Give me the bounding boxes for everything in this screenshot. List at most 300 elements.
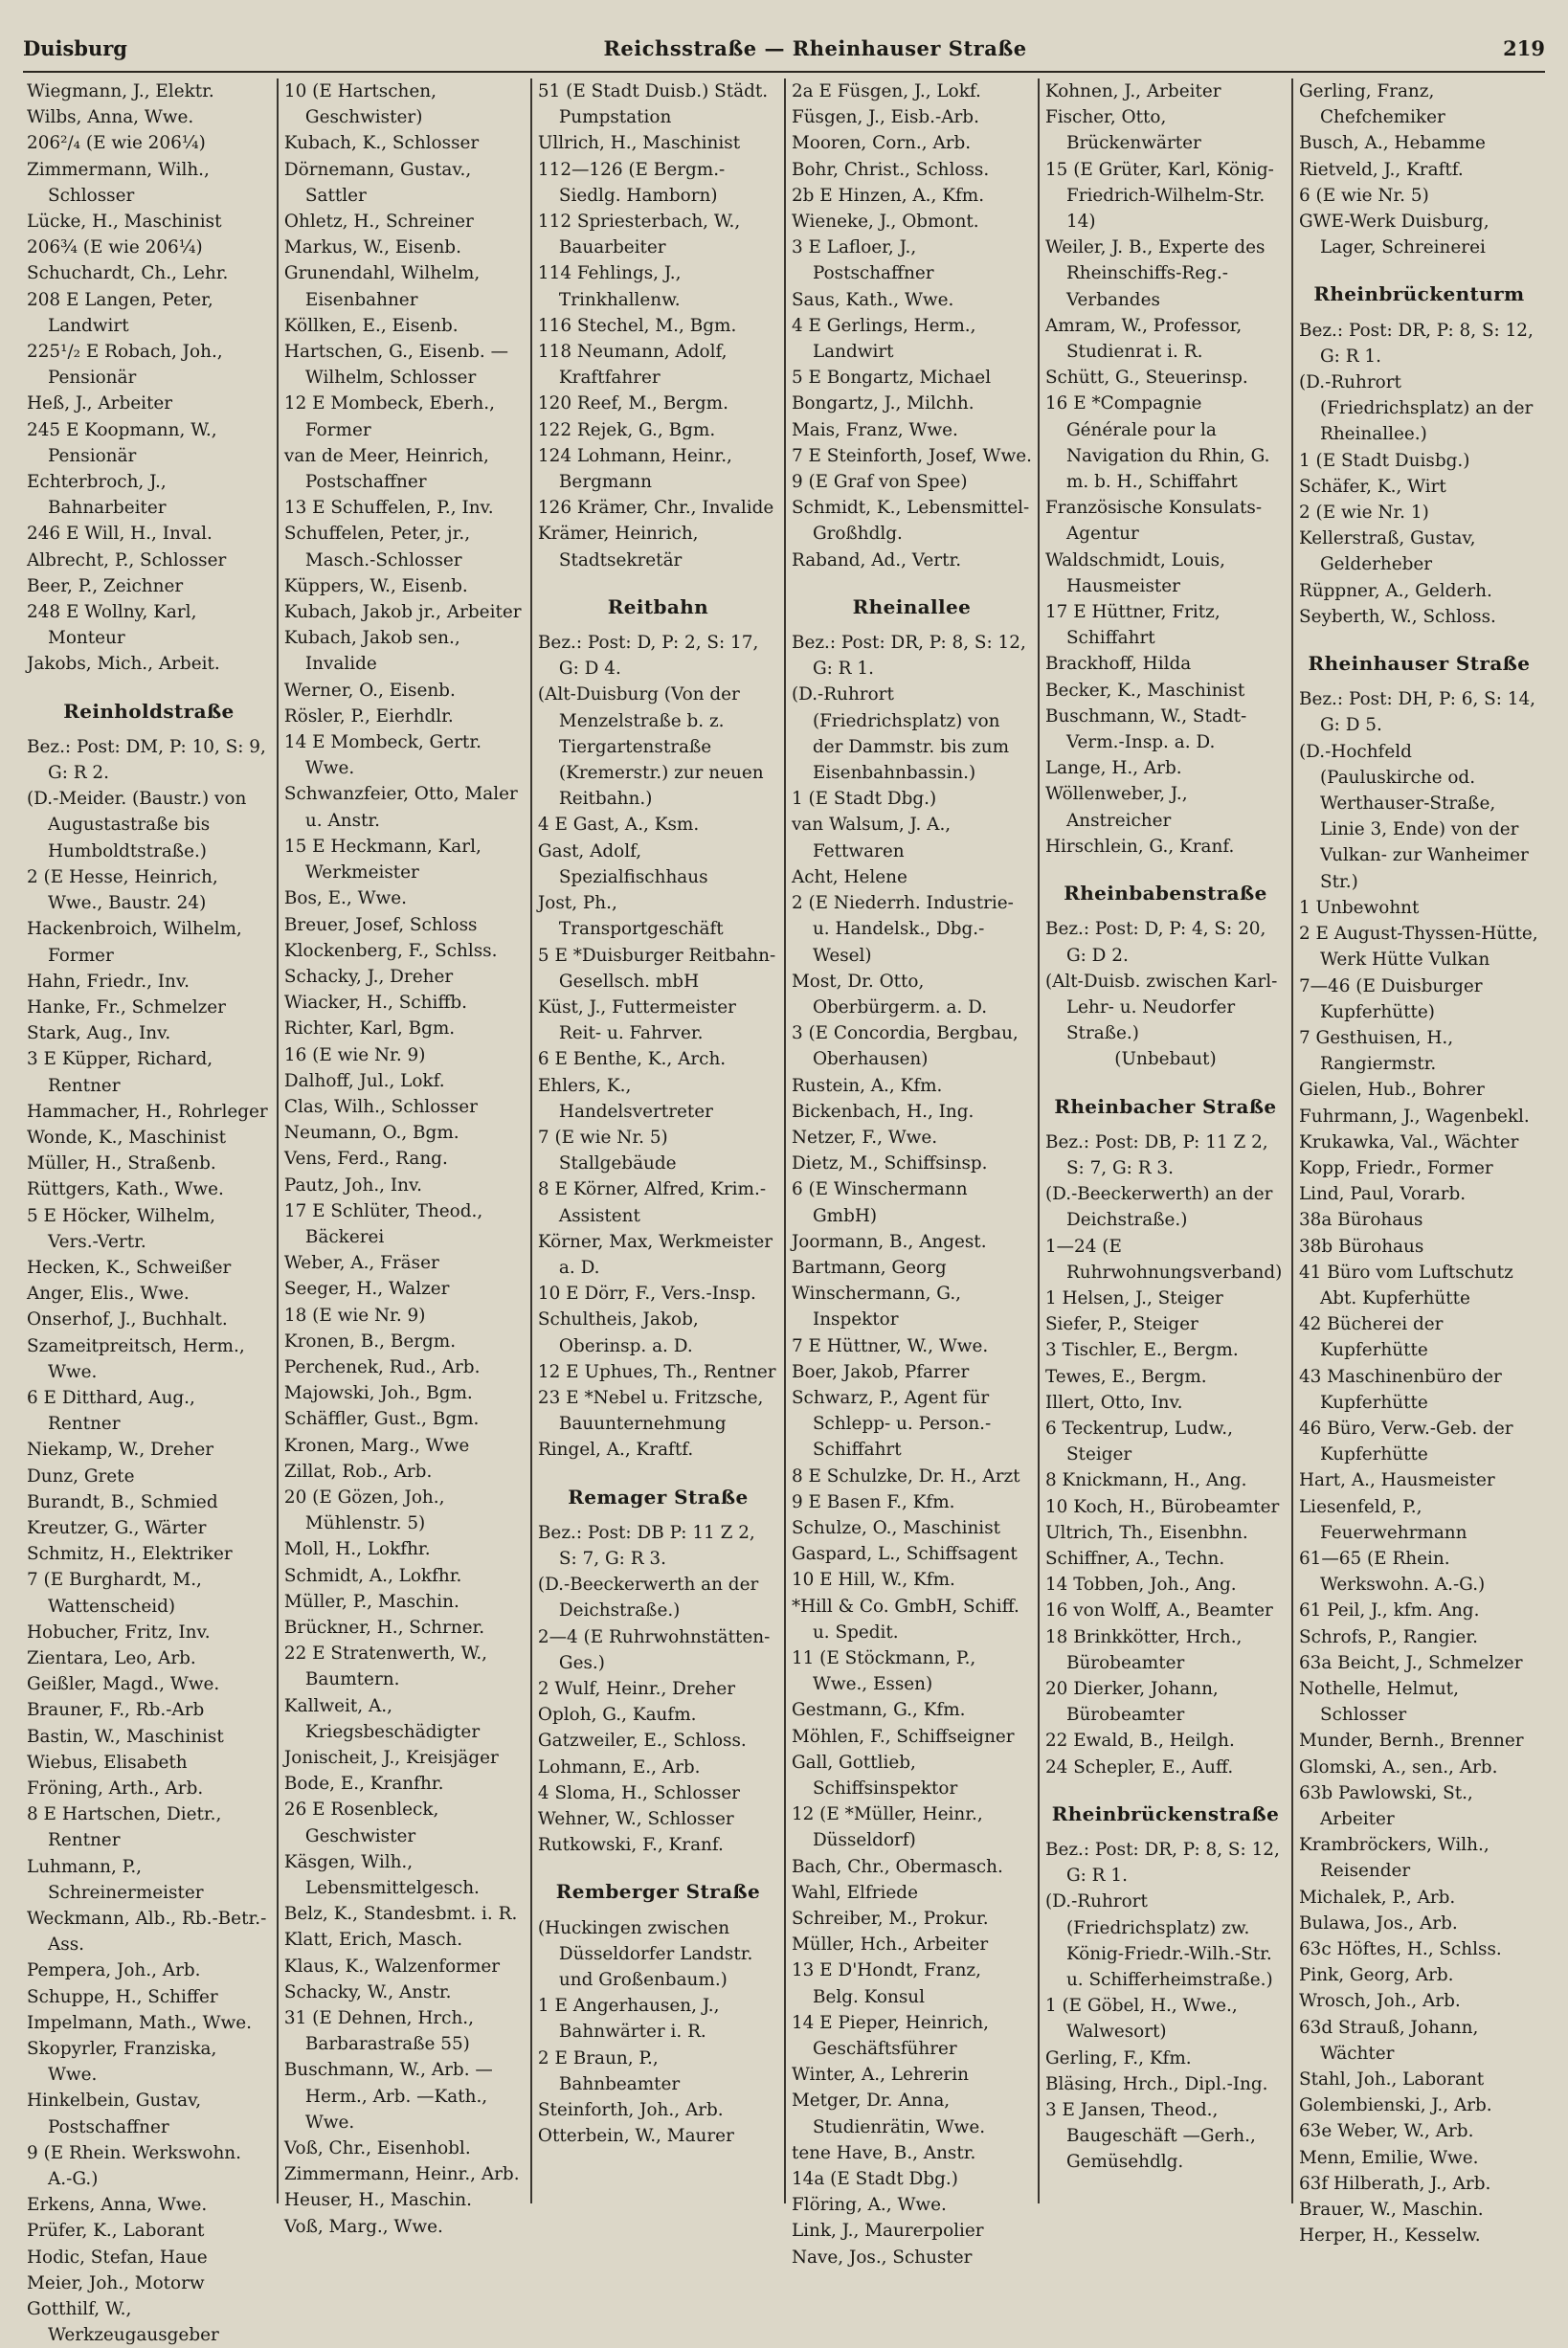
directory-entry: Klaus, K., Walzenformer <box>283 1956 501 1977</box>
directory-entry: 63e Weber, W., Arb. <box>1298 2121 1474 2142</box>
directory-entry: Nave, Jos., Schuster <box>791 2247 973 2268</box>
directory-entry: Französische Konsulats-Agentur <box>1044 498 1263 545</box>
directory-entry: Onserhof, J., Buchhalt. <box>27 1309 228 1331</box>
directory-entry: Bongartz, J., Milchh. <box>791 393 974 414</box>
street-heading: Rheinbabenstraße <box>1064 882 1267 906</box>
directory-entry: Hackenbroich, Wilhelm, Former <box>27 919 242 966</box>
column-5 <box>1038 78 1291 2203</box>
directory-entry: Clas, Wilh., Schlosser <box>283 1096 478 1117</box>
directory-entry: Kreutzer, G., Wärter <box>27 1517 207 1538</box>
directory-entry: 4 Sloma, H., Schlosser <box>537 1782 740 1803</box>
directory-entry: 38a Bürohaus <box>1298 1210 1423 1231</box>
directory-entry: (D.-Ruhrort (Friedrichsplatz) von der Dammstr. bis zum Eisenbahnbassin.) <box>791 684 1010 784</box>
directory-entry: 6 (E wie Nr. 5) <box>1298 185 1429 206</box>
directory-entry: Busch, A., Hebamme <box>1298 133 1486 154</box>
directory-entry: Tewes, E., Bergm. <box>1044 1366 1207 1387</box>
directory-entry: 7 E Hüttner, W., Wwe. <box>791 1335 989 1356</box>
column-6 <box>1291 78 1545 2247</box>
directory-entry: 2—4 (E Ruhrwohnstätten-Ges.) <box>537 1626 771 1673</box>
directory-entry: 206²/₄ (E wie 206¼) <box>27 133 206 154</box>
directory-entry: 4 E Gerlings, Herm., Landwirt <box>791 315 976 363</box>
street-heading: Rheinallee <box>852 594 972 618</box>
directory-entry: Schuchardt, Ch., Lehr. <box>27 263 229 284</box>
directory-entry: 5 E Bongartz, Michael <box>791 368 992 389</box>
directory-entry: Echterbroch, J., Bahnarbeiter <box>27 472 167 519</box>
directory-entry: Ultrich, Th., Eisenbhn. <box>1044 1522 1248 1543</box>
directory-entry: 124 Lohmann, Heinr., Bergmann <box>537 445 732 493</box>
directory-entry: 16 von Wolff, A., Beamter <box>1044 1600 1273 1621</box>
directory-entry: Impelmann, Math., Wwe. <box>27 2012 252 2033</box>
directory-entry: 6 (E Winschermann GmbH) <box>791 1179 968 1226</box>
directory-entry: Winter, A., Lehrerin <box>791 2065 969 2086</box>
directory-entry: Illert, Otto, Inv. <box>1044 1392 1183 1413</box>
directory-entry: 3 (E Concordia, Bergbau, Oberhausen) <box>791 1023 1019 1070</box>
directory-entry: 208 E Langen, Peter, Landwirt <box>27 289 213 336</box>
directory-entry: Burandt, B., Schmied <box>27 1491 218 1512</box>
directory-entry: Kallweit, A., Kriegsbeschädigter <box>283 1695 481 1742</box>
directory-entry: 5 E *Duisburger Reitbahn-Gesellsch. mbH <box>537 945 776 992</box>
directory-entry: Schultheis, Jakob, Oberinsp. a. D. <box>537 1309 699 1356</box>
directory-entry: 1 (E Stadt Dbg.) <box>791 789 937 810</box>
directory-entry: Schacky, J., Dreher <box>283 966 454 987</box>
directory-entry: Buschmann, W., Arb. —Herm., Arb. —Kath., Wwe. <box>283 2060 493 2133</box>
directory-entry: Dietz, M., Schiffsinsp. <box>791 1153 988 1174</box>
directory-entry: 1 (E Göbel, H., Wwe., Walwesort) <box>1044 1996 1238 2043</box>
directory-entry: Zillat, Rob., Arb. <box>283 1461 433 1482</box>
directory-entry: Nothelle, Helmut, Schlosser <box>1298 1678 1459 1726</box>
directory-entry: 1 Helsen, J., Steiger <box>1044 1287 1223 1308</box>
directory-entry: 118 Neumann, Adolf, Kraftfahrer <box>537 342 728 389</box>
directory-entry: Hartschen, G., Eisenb. —Wilhelm, Schlosser <box>283 342 508 389</box>
directory-entry: 2 E Braun, P., Bahnbeamter <box>537 2047 681 2094</box>
directory-entry: Stark, Aug., Inv. <box>27 1023 171 1044</box>
directory-entry: Rietveld, J., Kraftf. <box>1298 159 1464 180</box>
directory-entry: 112 Spriesterbach, W., Bauarbeiter <box>537 212 741 258</box>
directory-entry: 15 E Heckmann, Karl, Werkmeister <box>283 836 482 883</box>
directory-entry: 46 Büro, Verw.-Geb. der Kupferhütte <box>1298 1418 1513 1465</box>
directory-entry: 11 (E Stöckmann, P., Wwe., Essen) <box>791 1647 976 1695</box>
directory-entry: Müller, P., Maschin. <box>283 1591 459 1612</box>
directory-entry: Schuppe, H., Schiffer <box>27 1986 218 2007</box>
directory-entry: Brauner, F., Rb.-Arb <box>27 1700 205 1721</box>
directory-entry: 63c Höftes, H., Schlss. <box>1298 1939 1502 1960</box>
directory-entry: Hart, A., Hausmeister <box>1298 1470 1495 1491</box>
directory-entry: 2a E Füsgen, J., Lokf. <box>791 81 981 101</box>
directory-entry: 18 (E wie Nr. 9) <box>283 1305 426 1326</box>
directory-entry: 12 (E *Müller, Heinr., Düsseldorf) <box>791 1804 983 1851</box>
directory-entry: Lohmann, E., Arb. <box>537 1756 701 1778</box>
directory-entry: 16 E *Compagnie Générale pour la Navigation du Rhin, G. m. b. H., Schiffahrt <box>1044 393 1270 493</box>
directory-entry: Dörnemann, Gustav., Sattler <box>283 159 472 206</box>
directory-entry: Bez.: Post: DH, P: 6, S: 14, G: D 5. <box>1298 689 1536 736</box>
directory-entry: Skopyrler, Franziska, Wwe. <box>27 2039 217 2086</box>
directory-entry: 206¾ (E wie 206¼) <box>27 237 203 258</box>
directory-entry: Bickenbach, H., Ing. <box>791 1101 974 1122</box>
directory-entry: Ehlers, K., Handelsvertreter <box>537 1075 713 1122</box>
directory-entry: Brackhoff, Hilda <box>1044 654 1192 675</box>
directory-entry: 7 E Steinforth, Josef, Wwe. <box>791 445 1032 466</box>
directory-entry: 7 (E Burghardt, M., Wattenscheid) <box>27 1570 202 1617</box>
directory-entry: 9 E Basen F., Kfm. <box>791 1491 955 1512</box>
directory-entry: Erkens, Anna, Wwe. <box>27 2195 208 2216</box>
directory-entry: Küppers, W., Eisenb. <box>283 575 468 596</box>
directory-entry: Moll, H., Lokfhr. <box>283 1539 431 1560</box>
directory-entry: Schiffner, A., Techn. <box>1044 1548 1225 1569</box>
directory-entry: Neumann, O., Bgm. <box>283 1123 459 1144</box>
directory-entry: Rutkowski, F., Kranf. <box>537 1835 724 1856</box>
directory-entry: Herper, H., Kesselw. <box>1298 2225 1481 2247</box>
directory-entry: Siefer, P., Steiger <box>1044 1314 1198 1335</box>
directory-entry: Otterbein, W., Maurer <box>537 2126 734 2147</box>
directory-entry: Fischer, Otto, Brückenwärter <box>1044 107 1201 154</box>
directory-entry: 10 (E Hartschen, Geschwister) <box>283 81 437 128</box>
directory-entry: Schäfer, K., Wirt <box>1298 476 1446 497</box>
directory-entry: 41 Büro vom Luftschutz Abt. Kupferhütte <box>1298 1262 1513 1308</box>
directory-entry: Bach, Chr., Obermasch. <box>791 1856 1003 1877</box>
directory-entry: *Hill & Co. GmbH, Schiff. u. Spedit. <box>791 1596 1019 1643</box>
directory-entry: 13 E Schuffelen, P., Inv. <box>283 498 494 519</box>
directory-entry: Amram, W., Professor, Studienrat i. R. <box>1044 315 1243 363</box>
directory-entry: Ullrich, H., Maschinist <box>537 133 741 154</box>
directory-entry: 7 (E wie Nr. 5) Stallgebäude <box>537 1127 677 1174</box>
directory-entry: 1—24 (E Ruhrwohnungsverband) <box>1044 1236 1283 1283</box>
directory-entry: Anger, Elis., Wwe. <box>27 1284 190 1305</box>
directory-entry: 10 Koch, H., Bürobeamter <box>1044 1496 1280 1517</box>
directory-entry: Prüfer, K., Laborant <box>27 2221 205 2242</box>
directory-entry: Gatzweiler, E., Schloss. <box>537 1731 747 1752</box>
directory-entry: 7—46 (E Duisburger Kupferhütte) <box>1298 975 1483 1022</box>
directory-entry: Szameitpreitsch, Herm., Wwe. <box>27 1335 245 1382</box>
directory-entry: (D.-Meider. (Baustr.) von Augustastraße bis Humboldtstraße.) <box>27 789 247 861</box>
street-heading: Reinholdstraße <box>63 699 235 723</box>
directory-entry: Glomski, A., sen., Arb. <box>1298 1756 1498 1778</box>
directory-entry: 2 (E Niederrh. Industrie- u. Handelsk., Dbg.-Wesel) <box>791 893 1014 966</box>
directory-entry: Hirschlein, G., Kranf. <box>1044 836 1235 857</box>
directory-entry: 248 E Wollny, Karl, Monteur <box>27 602 197 649</box>
directory-entry: Brauer, W., Maschin. <box>1298 2200 1484 2221</box>
directory-entry: Bastin, W., Maschinist <box>27 1726 224 1747</box>
directory-entry: Schwarz, P., Agent für Schlepp- u. Person.-Schiffahrt <box>791 1387 992 1461</box>
directory-entry: 6 Teckentrup, Ludw., Steiger <box>1044 1418 1233 1465</box>
directory-entry: 2 (E wie Nr. 1) <box>1298 503 1429 524</box>
directory-entry: Kubach, K., Schlosser <box>283 133 480 154</box>
directory-entry: Joormann, B., Angest. <box>791 1231 987 1252</box>
directory-entry: Köllken, E., Eisenb. <box>283 315 459 336</box>
column-1 <box>23 78 277 2346</box>
directory-entry: 4 E Gast, A., Ksm. <box>537 815 700 836</box>
directory-entry: Buschmann, W., Stadt-Verm.-Insp. a. D. <box>1044 705 1247 753</box>
directory-entry: 13 E D'Hondt, Franz, Belg. Konsul <box>791 1960 981 2007</box>
directory-entry: Netzer, F., Wwe. <box>791 1127 938 1148</box>
street-range-title: Reichsstraße — Rheinhauser Straße <box>603 36 1027 60</box>
directory-entry: Saus, Kath., Wwe. <box>791 289 954 310</box>
directory-entry: Krämer, Heinrich, Stadtsekretär <box>537 524 699 570</box>
directory-entry: Rüppner, A., Gelderh. <box>1298 580 1492 601</box>
directory-entry: Wehner, W., Schlosser <box>537 1809 734 1829</box>
directory-entry: Wöllenweber, J., Anstreicher <box>1044 784 1188 831</box>
directory-entry: Bez.: Post: DR, P: 8, S: 12, G: R 1. <box>1044 1840 1280 1887</box>
directory-entry: Rösler, P., Eierhdlr. <box>283 705 454 727</box>
directory-entry: Kohnen, J., Arbeiter <box>1044 81 1221 101</box>
directory-entry: 1 (E Stadt Duisbg.) <box>1298 450 1470 471</box>
directory-entry: Käsgen, Wilh., Lebensmittelgesch. <box>283 1851 480 1899</box>
directory-entry: Bos, E., Wwe. <box>283 888 407 909</box>
directory-entry: Munder, Bernh., Brenner <box>1298 1731 1524 1752</box>
directory-entry: Heuser, H., Maschin. <box>283 2190 472 2211</box>
directory-entry: 20 Dierker, Johann, Bürobeamter <box>1044 1678 1219 1726</box>
street-heading: Reitbahn <box>607 594 709 618</box>
directory-entry: Heß, J., Arbeiter <box>27 393 173 414</box>
directory-entry: 15 (E Grüter, Karl, König-Friedrich-Wilhelm-Str. 14) <box>1044 159 1274 233</box>
directory-entry: 2b E Hinzen, A., Kfm. <box>791 185 985 206</box>
directory-entry: 1 Unbewohnt <box>1298 897 1420 918</box>
directory-entry: Schulze, O., Maschinist <box>791 1517 1001 1538</box>
directory-entry: Gall, Gottlieb, Schiffsinspektor <box>791 1752 958 1799</box>
directory-entry: 8 E Hartschen, Dietr., Rentner <box>27 1804 222 1851</box>
directory-entry: Schacky, W., Anstr. <box>283 1981 452 2002</box>
directory-entry: Pempera, Joh., Arb. <box>27 1960 201 1981</box>
directory-entry: Flöring, A., Wwe. <box>791 2195 947 2216</box>
directory-entry: Jost, Ph., Transportgeschäft <box>537 893 724 940</box>
directory-entry: Wieneke, J., Obmont. <box>791 212 979 233</box>
directory-entry: 61 Peil, J., kfm. Ang. <box>1298 1600 1480 1621</box>
page-number: 219 <box>1503 36 1545 60</box>
directory-entry: 18 Brinkkötter, Hrch., Bürobeamter <box>1044 1626 1243 1673</box>
directory-entry: 12 E Mombeck, Eberh., Former <box>283 393 495 440</box>
directory-entry: Bez.: Post: D, P: 2, S: 17, G: D 4. <box>537 633 759 680</box>
directory-entry: 2 Wulf, Heinr., Dreher <box>537 1678 736 1699</box>
directory-entry: Schrofs, P., Rangier. <box>1298 1626 1478 1647</box>
directory-entry: Link, J., Maurerpolier <box>791 2221 984 2242</box>
directory-entry: (D.-Beeckerwerth) an der Deichstraße.) <box>1044 1184 1273 1231</box>
directory-entry: 246 E Will, H., Inval. <box>27 524 213 545</box>
directory-entry: Wrosch, Joh., Arb. <box>1298 1991 1461 2012</box>
directory-entry: 126 Krämer, Chr., Invalide <box>537 498 774 519</box>
directory-entry: Seeger, H., Walzer <box>283 1279 450 1300</box>
directory-entry: 7 Gesthuisen, H., Rangiermstr. <box>1298 1027 1454 1075</box>
directory-entry: 51 (E Stadt Duisb.) Städt. Pumpstation <box>537 81 769 128</box>
page-header <box>23 36 1545 73</box>
directory-entry: Breuer, Josef, Schloss <box>283 914 478 935</box>
directory-entry: Fuhrmann, J., Wagenbekl. <box>1298 1106 1530 1127</box>
directory-entry: 22 Ewald, B., Heilgh. <box>1044 1731 1235 1752</box>
directory-entry: Kopp, Friedr., Former <box>1298 1157 1493 1178</box>
directory-entry: (D.-Ruhrort (Friedrichsplatz) zw. König-Friedr.-Wilh.-Str. u. Schifferheimstraße.) <box>1044 1891 1273 1991</box>
directory-entry: Menn, Emilie, Wwe. <box>1298 2147 1479 2168</box>
directory-entry: Winschermann, G., Inspektor <box>791 1284 962 1331</box>
directory-entry: Voß, Marg., Wwe. <box>283 2216 443 2237</box>
directory-entry: 17 E Schlüter, Theod., Bäckerei <box>283 1200 483 1247</box>
directory-entry: Gerling, Franz, Chefchemiker <box>1298 81 1445 128</box>
street-heading: Remberger Straße <box>555 1880 761 1904</box>
directory-entry: van Walsum, J. A., Fettwaren <box>791 815 952 861</box>
directory-entry: Jonischeit, J., Kreisjäger <box>283 1748 499 1768</box>
directory-entry: Wiebus, Elisabeth <box>27 1752 188 1773</box>
directory-entry: Raband, Ad., Vertr. <box>791 549 962 570</box>
directory-entry: 22 E Stratenwerth, W., Baumtern. <box>283 1644 488 1690</box>
directory-entry: Markus, W., Eisenb. <box>283 237 461 258</box>
directory-entry: (Alt-Duisburg (Von der Menzelstraße b. z. Tiergartenstraße (Kremerstr.) zur neuen Reitbahn.) <box>537 684 764 810</box>
directory-entry: 17 E Hüttner, Fritz, Schiffahrt <box>1044 602 1221 649</box>
directory-entry: Kronen, Marg., Wwe <box>283 1435 470 1456</box>
directory-entry: Hammacher, H., Rohrleger <box>27 1101 268 1122</box>
directory-entry: (D.-Beeckerwerth an der Deichstraße.) <box>537 1575 759 1621</box>
directory-entry: 16 (E wie Nr. 9) <box>283 1044 426 1065</box>
directory-entry: van de Meer, Heinrich, Postschaffner <box>283 445 489 493</box>
directory-entry: 6 E Ditthard, Aug., Rentner <box>27 1387 195 1435</box>
directory-entry: 8 E Schulzke, Dr. H., Arzt <box>791 1465 1020 1487</box>
directory-entry: Bez.: Post: DR, P: 8, S: 12, G: R 1. <box>791 633 1026 680</box>
directory-entry: Kubach, Jakob sen., Invalide <box>283 628 460 675</box>
directory-entry: Schreiber, M., Prokur. <box>791 1909 989 1930</box>
directory-entry: Geißler, Magd., Wwe. <box>27 1674 220 1695</box>
directory-entry: Bode, E., Kranfhr. <box>283 1774 444 1795</box>
directory-entry: Wiegmann, J., Elektr. <box>27 81 214 101</box>
directory-entry: Bez.: Post: DR, P: 8, S: 12, G: R 1. <box>1298 320 1534 367</box>
directory-entry: Müller, H., Straßenb. <box>27 1153 216 1174</box>
directory-entry: 26 E Rosenbleck, Geschwister <box>283 1800 439 1846</box>
directory-entry: 3 E Küpper, Richard, Rentner <box>27 1049 213 1096</box>
directory-entry: (D.-Hochfeld (Pauluskirche od. Werthauser-Straße, Linie 3, Ende) von der Vulkan- zur Wanheimer Str.) <box>1298 741 1529 892</box>
directory-entry: Grunendahl, Wilhelm, Eisenbahner <box>283 263 481 310</box>
directory-entry: 5 E Höcker, Wilhelm, Vers.-Vertr. <box>27 1205 215 1252</box>
directory-entry: Mais, Franz, Wwe. <box>791 419 958 440</box>
directory-entry: Most, Dr. Otto, Oberbürgerm. a. D. <box>791 971 988 1017</box>
directory-entry: 42 Bücherei der Kupferhütte <box>1298 1314 1444 1361</box>
directory-entry: Müller, Hch., Arbeiter <box>791 1934 989 1956</box>
directory-entry: Liesenfeld, P., Feuerwehrmann <box>1298 1496 1467 1543</box>
directory-entry: Küst, J., Futtermeister Reit- u. Fahrver. <box>537 996 736 1044</box>
directory-entry: Bohr, Christ., Schloss. <box>791 159 990 180</box>
directory-entry: (Huckingen zwischen Düsseldorfer Landstr. und Großenbaum.) <box>537 1917 753 1991</box>
directory-entry: Bulawa, Jos., Arb. <box>1298 1912 1458 1934</box>
directory-entry: (D.-Ruhrort (Friedrichsplatz) an der Rheinallee.) <box>1298 372 1534 445</box>
directory-entry: Acht, Helene <box>791 866 907 887</box>
directory-entry: Wiacker, H., Schiffb. <box>283 993 468 1014</box>
directory-entry: 116 Stechel, M., Bgm. <box>537 315 737 336</box>
directory-entry: Bez.: Post: DM, P: 10, S: 9, G: R 2. <box>27 736 266 784</box>
directory-entry: Niekamp, W., Dreher <box>27 1440 214 1461</box>
directory-entry: Schmidt, A., Lokfhr. <box>283 1565 462 1586</box>
directory-entry: Mooren, Corn., Arb. <box>791 133 972 154</box>
directory-entry: GWE-Werk Duisburg, Lager, Schreinerei <box>1298 212 1490 258</box>
directory-entry: Bez.: Post: DB P: 11 Z 2, S: 7, G: R 3. <box>537 1522 755 1569</box>
directory-entry: Meier, Joh., Motorw <box>27 2272 205 2293</box>
street-heading: Remager Straße <box>568 1485 749 1509</box>
directory-entry: Brückner, H., Schrner. <box>283 1617 485 1638</box>
directory-entry: 2 (E Hesse, Heinrich, Wwe., Baustr. 24) <box>27 866 218 914</box>
directory-entry: 14 E Mombeck, Gertr. Wwe. <box>283 732 482 779</box>
directory-entry: 61—65 (E Rhein. Werkswohn. A.-G.) <box>1298 1548 1486 1596</box>
directory-entry: 122 Rejek, G., Bgm. <box>537 419 716 440</box>
directory-entry: Dalhoff, Jul., Lokf. <box>283 1070 445 1091</box>
directory-entry: Seyberth, W., Schloss. <box>1298 606 1496 627</box>
directory-entry: Vens, Ferd., Rang. <box>283 1149 448 1170</box>
directory-entry: (Alt-Duisb. zwischen Karl-Lehr- u. Neudorfer Straße.) <box>1044 971 1278 1044</box>
directory-entry: Gielen, Hub., Bohrer <box>1298 1080 1485 1101</box>
directory-entry: 245 E Koopmann, W., Pensionär <box>27 419 217 466</box>
directory-entry: 8 Knickmann, H., Ang. <box>1044 1470 1247 1491</box>
directory-entry: Bez.: Post: DB, P: 11 Z 2, S: 7, G: R 3. <box>1044 1131 1268 1178</box>
directory-entry: Bläsing, Hrch., Dipl.-Ing. <box>1044 2073 1268 2094</box>
directory-entry: Ringel, A., Kraftf. <box>537 1440 694 1461</box>
directory-entry: Majowski, Joh., Bgm. <box>283 1383 473 1404</box>
directory-entry: 38b Bürohaus <box>1298 1236 1424 1257</box>
directory-entry: Krambröckers, Wilh., Reisender <box>1298 1835 1490 1882</box>
directory-entry: Schmitz, H., Elektriker <box>27 1544 233 1565</box>
directory-entry: Hecken, K., Schweißer <box>27 1257 232 1278</box>
directory-entry: Lind, Paul, Vorarb. <box>1298 1184 1467 1205</box>
directory-entry: 3 E Jansen, Theod., Baugeschäft —Gerh., Gemüsehdlg. <box>1044 2100 1256 2173</box>
directory-entry: Voß, Chr., Eisenhobl. <box>283 2138 471 2159</box>
directory-entry: Möhlen, F., Schiffseigner <box>791 1726 1015 1747</box>
directory-entry: 24 Schepler, E., Auff. <box>1044 1756 1234 1778</box>
directory-entry: 9 (E Rhein. Werkswohn. A.-G.) <box>27 2142 241 2190</box>
directory-entry: Hanke, Fr., Schmelzer <box>27 996 226 1017</box>
directory-entry: Schuffelen, Peter, jr., Masch.-Schlosser <box>283 524 471 570</box>
directory-entry: Michalek, P., Arb. <box>1298 1887 1456 1908</box>
directory-entry: Kellerstraß, Gustav, Gelderheber <box>1298 528 1476 575</box>
directory-entry: Weckmann, Alb., Rb.-Betr.-Ass. <box>27 1909 267 1956</box>
directory-entry: 23 E *Nebel u. Fritzsche, Bauunternehmung <box>537 1387 764 1435</box>
directory-entry: 1 E Angerhausen, J., Bahnwärter i. R. <box>537 1996 720 2043</box>
directory-entry: tene Have, B., Anstr. <box>791 2142 976 2163</box>
street-note: (Unbebaut) <box>1114 1049 1217 1070</box>
directory-entry: Klatt, Erich, Masch. <box>283 1930 463 1951</box>
directory-entry: Fröning, Arth., Arb. <box>27 1778 204 1799</box>
street-heading: Rheinhauser Straße <box>1308 652 1531 676</box>
directory-entry: Gerling, F., Kfm. <box>1044 2047 1192 2068</box>
directory-entry: Luhmann, P., Schreinermeister <box>27 1856 204 1903</box>
directory-entry: Schütt, G., Steuerinsp. <box>1044 368 1248 389</box>
directory-entry: Körner, Max, Werkmeister a. D. <box>537 1231 773 1278</box>
directory-entry: Dunz, Grete <box>27 1465 135 1487</box>
directory-entry: Jakobs, Mich., Arbeit. <box>27 654 220 675</box>
directory-entry: Weiler, J. B., Experte des Rheinschiffs-Reg.-Verbandes <box>1044 237 1266 310</box>
directory-entry: Krukawka, Val., Wächter <box>1298 1131 1519 1152</box>
directory-entry: 225¹/₂ E Robach, Joh., Pensionär <box>27 342 223 389</box>
directory-entry: Belz, K., Standesbmt. i. R. <box>283 1904 518 1925</box>
directory-entry: Waldschmidt, Louis, Hausmeister <box>1044 549 1225 596</box>
directory-entry: 12 E Uphues, Th., Rentner <box>537 1361 776 1382</box>
directory-entry: Steinforth, Joh., Arb. <box>537 2100 724 2121</box>
directory-entry: 6 E Benthe, K., Arch. <box>537 1049 727 1070</box>
directory-entry: Metger, Dr. Anna, Studienrätin, Wwe. <box>791 2091 986 2137</box>
directory-entry: Pautz, Joh., Inv. <box>283 1174 423 1196</box>
directory-entry: 20 (E Gözen, Joh., Mühlenstr. 5) <box>283 1487 445 1534</box>
directory-entry: Rustein, A., Kfm. <box>791 1075 943 1096</box>
directory-entry: Gotthilf, W., Werkzeugausgeber <box>27 2299 219 2346</box>
directory-entry: Wonde, K., Maschinist <box>27 1127 227 1148</box>
directory-entry: Becker, K., Maschinist <box>1044 680 1245 701</box>
directory-entry: Stahl, Joh., Laborant <box>1298 2069 1485 2091</box>
directory-entry: 10 E Hill, W., Kfm. <box>791 1570 955 1591</box>
directory-entry: Lange, H., Arb. <box>1044 758 1182 779</box>
directory-entry: 63b Pawlowski, St., Arbeiter <box>1298 1782 1473 1829</box>
directory-entry: Golembienski, J., Arb. <box>1298 2095 1492 2116</box>
directory-entry: Albrecht, P., Schlosser <box>27 549 227 570</box>
column-4 <box>784 78 1038 2268</box>
directory-entry: 43 Maschinenbüro der Kupferhütte <box>1298 1366 1502 1413</box>
directory-entry: Boer, Jakob, Pfarrer <box>791 1361 970 1382</box>
directory-entry: 2 E August-Thyssen-Hütte, Werk Hütte Vulkan <box>1298 924 1538 971</box>
directory-entry: 10 E Dörr, F., Vers.-Insp. <box>537 1284 756 1305</box>
street-heading: Rheinbrückenturm <box>1313 282 1525 306</box>
directory-entry: Werner, O., Eisenb. <box>283 680 456 701</box>
column-2 <box>277 78 530 2237</box>
directory-entry: 14 E Pieper, Heinrich, Geschäftsführer <box>791 2012 990 2060</box>
directory-entry: 9 (E Graf von Spee) <box>791 472 968 493</box>
